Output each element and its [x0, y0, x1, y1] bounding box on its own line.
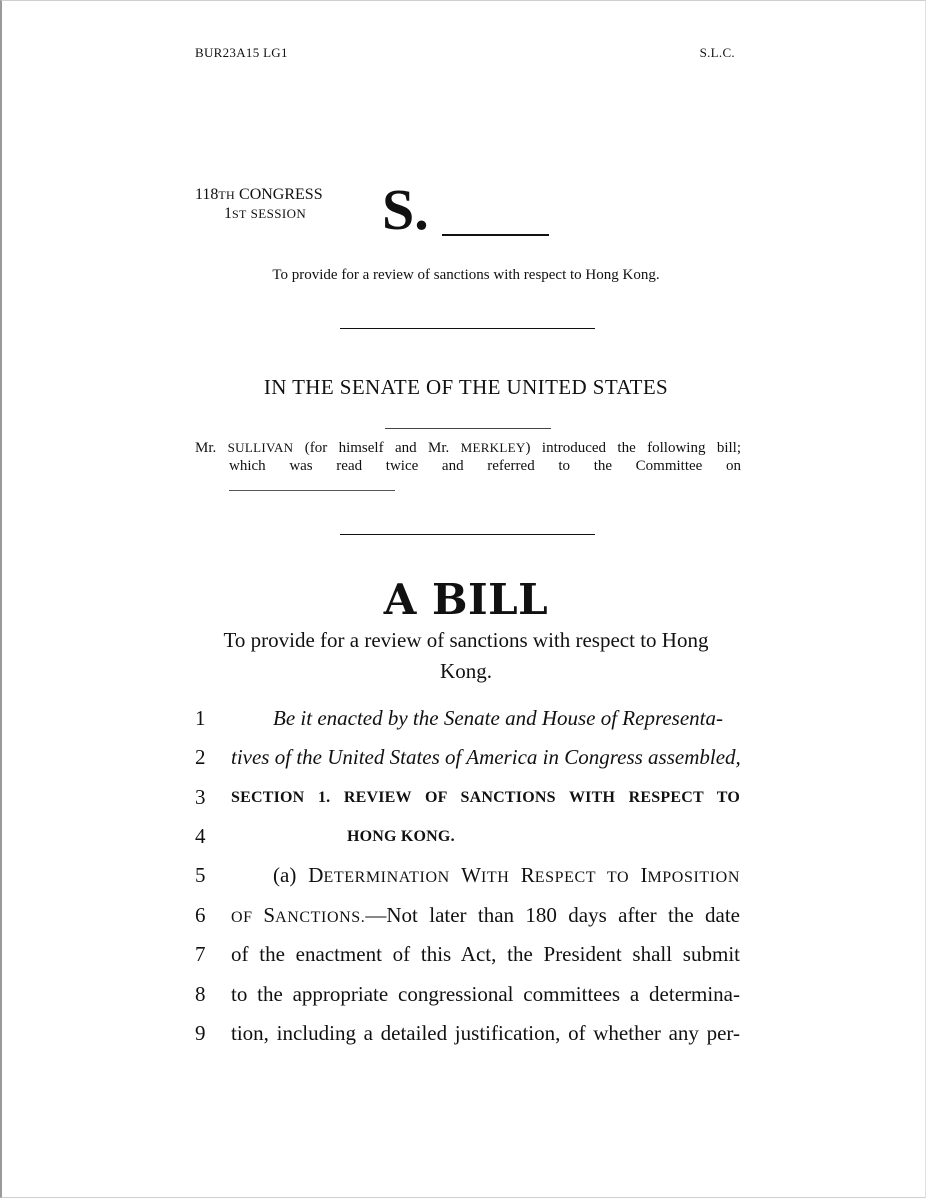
bill-number-blank [442, 234, 549, 236]
section-heading-line-2: HONG KONG. [347, 828, 455, 845]
session-label: 1ST SESSION [224, 205, 307, 222]
body-line-6: OF SANCTIONS.—Not later than 180 days after the date [231, 903, 740, 927]
section-heading-line-1: SECTION 1. REVIEW OF SANCTIONS WITH RESPECT TO [231, 789, 740, 806]
long-title-line-2: Kong. [440, 659, 492, 683]
short-title: To provide for a review of sanctions with respect to Hong Kong. [272, 267, 660, 283]
introduction-line-2: which was read twice and referred to the Committee on [229, 458, 741, 474]
bill-heading: A BILL [383, 575, 549, 624]
line-number: 2 [195, 745, 206, 769]
long-title-line-1: To provide for a review of sanctions with respect to Hong [223, 628, 709, 652]
divider-rule-short [385, 428, 551, 429]
body-line-7: of the enactment of this Act, the President shall submit [231, 942, 740, 966]
sponsor-name: SULLIVAN [227, 440, 294, 455]
line-number: 9 [195, 1021, 206, 1045]
committee-blank [229, 490, 395, 491]
subsection-a-heading: (a) DETERMINATION WITH RESPECT TO IMPOSITION [273, 863, 740, 887]
introduction-line-1: Mr. SULLIVAN (for himself and Mr. MERKLEY) introduced the following bill; [195, 440, 742, 456]
line-number: 5 [195, 863, 206, 887]
line-number: 3 [195, 785, 206, 809]
line-number: 6 [195, 903, 206, 927]
congress-label: 118TH CONGRESS [195, 186, 323, 203]
document-id: BUR23A15 LG1 [195, 45, 288, 60]
enacting-clause-line-2: tives of the United States of America in Congress assembled, [231, 745, 741, 769]
line-number: 4 [195, 824, 206, 848]
line-number: 7 [195, 942, 206, 966]
divider-rule [340, 534, 595, 535]
body-line-9: tion, including a detailed justification, of whether any per- [231, 1021, 740, 1045]
bill-number-prefix: S. [382, 177, 429, 242]
line-number: 1 [195, 706, 206, 730]
line-number: 8 [195, 982, 206, 1006]
office-code: S.L.C. [699, 45, 735, 60]
divider-rule [340, 328, 595, 329]
cosponsor-name: MERKLEY [460, 440, 526, 455]
body-line-8: to the appropriate congressional committees a determina- [231, 982, 740, 1006]
chamber-heading: IN THE SENATE OF THE UNITED STATES [263, 375, 669, 399]
enacting-clause-line-1: Be it enacted by the Senate and House of Representa- [273, 706, 723, 730]
